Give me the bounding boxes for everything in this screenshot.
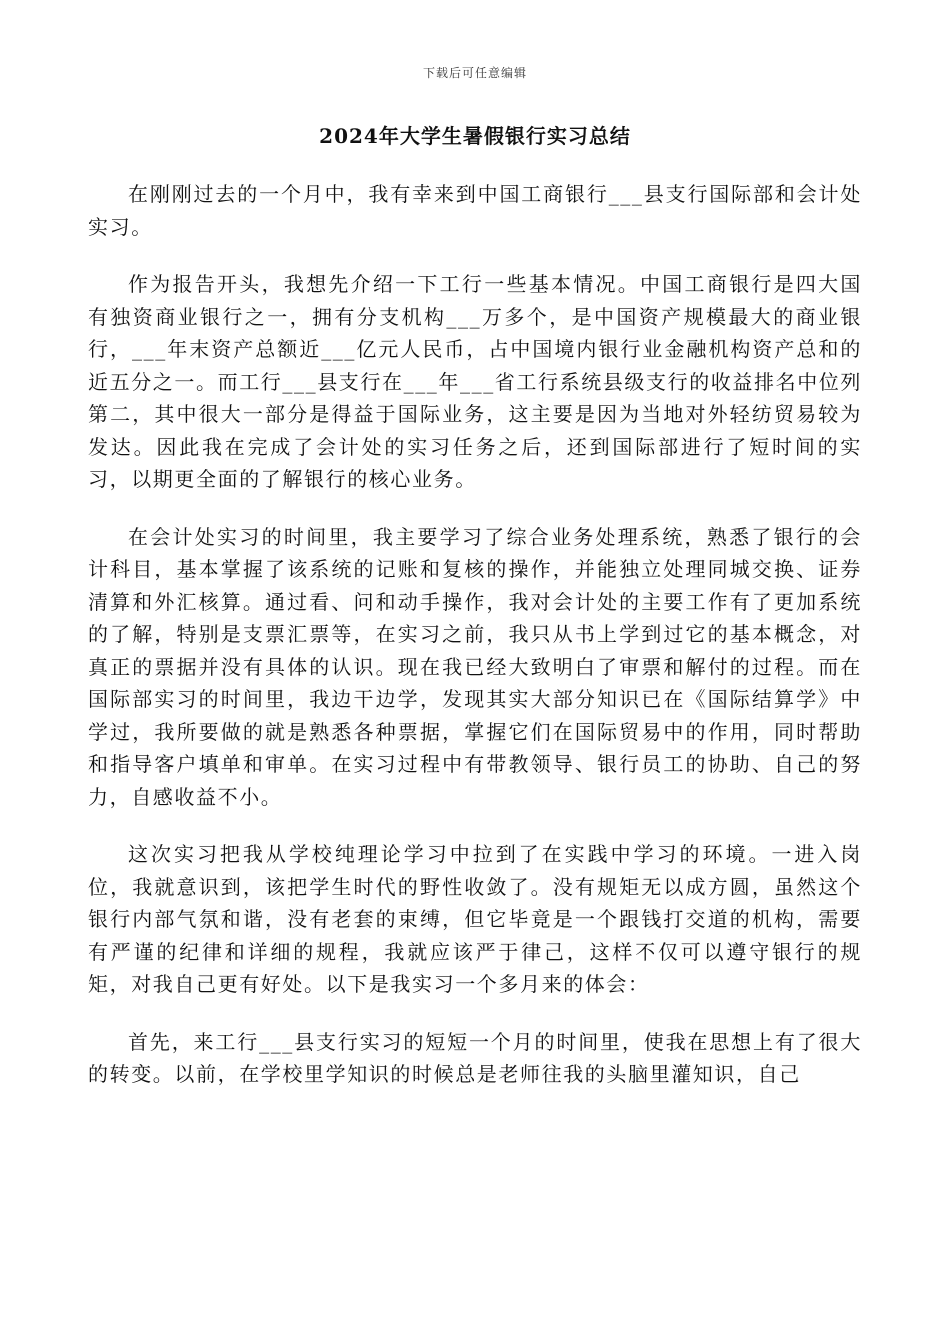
document-body [88, 178, 862, 1116]
header-note: 下载后可任意编辑 [422, 66, 527, 80]
paragraph: 这次实习把我从学校纯理论学习中拉到了在实践中学习的环境。一进入岗位，我就意识到，该把学生时代的野性收敛了。没有规矩无以成方圆，虽然这个银行内部气氛和谐，没有老套的束缚，但它毕竟是一个跟钱打交道的机构，需要有严谨的纪律和详细的规程，我就应该严于律己，这样不仅可以遵守银行的规矩，对我自己更有好处。以下是我实习一个多月来的体会： [88, 842, 862, 996]
paragraph: 作为报告开头，我想先介绍一下工行一些基本情况。中国工商银行是四大国有独资商业银行之一，拥有分支机构___万多个，是中国资产规模最大的商业银行，___年末资产总额近___亿元人民币，占中国境内银行业金融机构资产总和的近五分之一。而工行___县支行在___年___省工行系统县级支行的收益排名中位列第二，其中很大一部分是得益于国际业务，这主要是因为当地对外轻纺贸易较为发达。因此我在完成了会计处的实习任务之后，还到国际部进行了短时间的实习，以期更全面的了解银行的核心业务。 [88, 272, 862, 491]
document-title: 2024年大学生暑假银行实习总结 [319, 124, 631, 148]
paragraph: 首先，来工行___县支行实习的短短一个月的时间里，使我在思想上有了很大的转变。以前，在学校里学知识的时候总是老师往我的头脑里灌知识，自己 [88, 1029, 862, 1086]
paragraph: 在刚刚过去的一个月中，我有幸来到中国工商银行___县支行国际部和会计处实习。 [88, 182, 862, 239]
paragraph: 在会计处实习的时间里，我主要学习了综合业务处理系统，熟悉了银行的会计科目，基本掌握了该系统的记账和复核的操作，并能独立处理同城交换、证券清算和外汇核算。通过看、问和动手操作，我对会计处的主要工作有了更加系统的了解，特别是支票汇票等，在实习之前，我只从书上学到过它的基本概念，对真正的票据并没有具体的认识。现在我已经大致明白了审票和解付的过程。而在国际部实习的时间里，我边干边学，发现其实大部分知识已在《国际结算学》中学过，我所要做的就是熟悉各种票据，掌握它们在国际贸易中的作用，同时帮助和指导客户填单和审单。在实习过程中有带教领导、银行员工的协助、自己的努力，自感收益不小。 [88, 524, 862, 809]
